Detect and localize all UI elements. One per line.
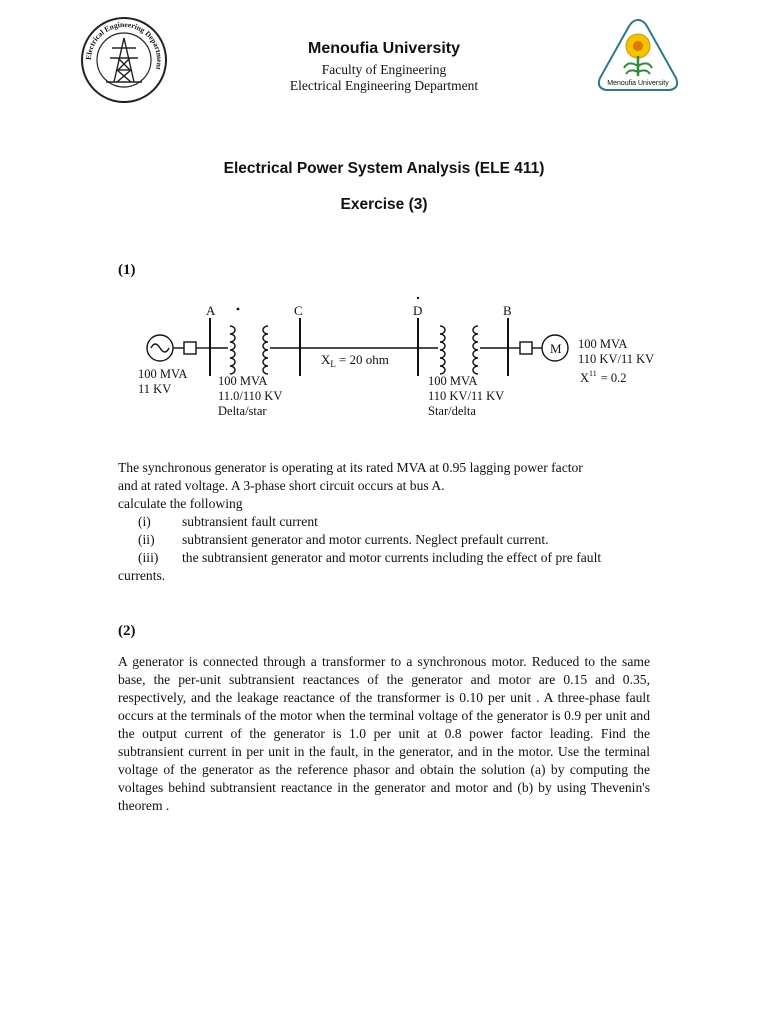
svg-text:100 MVA: 100 MVA [428, 374, 478, 388]
bus-c-label: C [294, 303, 303, 318]
question-1-number: (1) [118, 262, 136, 278]
q1-item-2-num: (ii) [138, 532, 155, 547]
svg-text:Electrical Engineering Departm: Electrical Engineering Department [83, 19, 165, 71]
q1-text-line-2: and at rated voltage. A 3-phase short circuit occurs at bus A. [118, 478, 445, 493]
q1-item-3-text: the subtransient generator and motor currents including the effect of pre fault [182, 550, 602, 565]
q1-item-1-text: subtransient fault current [182, 514, 318, 529]
exercise-title: Exercise (3) [340, 196, 428, 213]
q1-text-line-1: The synchronous generator is operating at its rated MVA at 0.95 lagging power factor [118, 460, 583, 475]
svg-text:100 MVA: 100 MVA [218, 374, 268, 388]
q1-item-3-num: (iii) [138, 550, 159, 565]
svg-text:11.0/110 KV: 11.0/110 KV [218, 389, 283, 403]
svg-text:11 KV: 11 KV [138, 382, 172, 396]
menoufia-university-logo [594, 16, 682, 96]
svg-text:Star/delta: Star/delta [428, 404, 476, 418]
svg-text:100 MVA: 100 MVA [578, 337, 628, 351]
svg-text:X11= 0.2: $X^{11} = 0.2$ [580, 369, 627, 385]
q2-text: A generator is connected through a transformer to a synchronous motor. Reduced to the same base, the per-unit subtransient reactances of the generator and motor are 0.15 and 0.35, respectively, and the leakage reactance of the transformer is 0.10 per unit . A three-phase fault occurs at the terminals of the motor when the terminal voltage of the generator is 0.9 per unit and the output current of the generator is 1.0 per unit at 0.8 power factor leading. Find the subtransient current in per unit in the fault, in the generator, and in the motor. Use the terminal voltage of the generator as the reference phasor and obtain the solution (a) by computing the voltages behind subtransient reactance in the generator and motor and (b) by using Thevenin's theorem . [118, 654, 650, 813]
svg-text:Delta/star: Delta/star [218, 404, 267, 418]
bus-a-label: A [206, 303, 216, 318]
electrical-department-logo [80, 16, 168, 104]
question-2-number: (2) [118, 623, 136, 639]
faculty-name: Faculty of Engineering [321, 62, 447, 77]
q1-text-line-3: calculate the following [118, 496, 243, 511]
svg-text:Menoufia University: Menoufia University [607, 80, 669, 87]
university-name: Menoufia University [307, 40, 461, 57]
q1-item-2-text: subtransient generator and motor currents. Neglect prefault current. [182, 532, 549, 547]
svg-text:110 KV/11 KV: 110 KV/11 KV [578, 352, 655, 366]
svg-text:XL= 20 ohm: $X_L = 20$ ohm [321, 352, 389, 369]
svg-text:100 MVA: 100 MVA [138, 367, 188, 381]
one-line-diagram [118, 296, 678, 428]
motor-symbol: M [550, 341, 562, 356]
course-title: Electrical Power System Analysis (ELE 411) [223, 160, 545, 177]
department-name: Electrical Engineering Department [289, 78, 479, 93]
q1-item-1-num: (i) [138, 514, 151, 529]
bus-b-label: B [503, 303, 512, 318]
svg-text:110 KV/11 KV: 110 KV/11 KV [428, 389, 505, 403]
q1-item-3-continued: currents. [118, 568, 166, 583]
bus-d-label: D [413, 303, 423, 318]
